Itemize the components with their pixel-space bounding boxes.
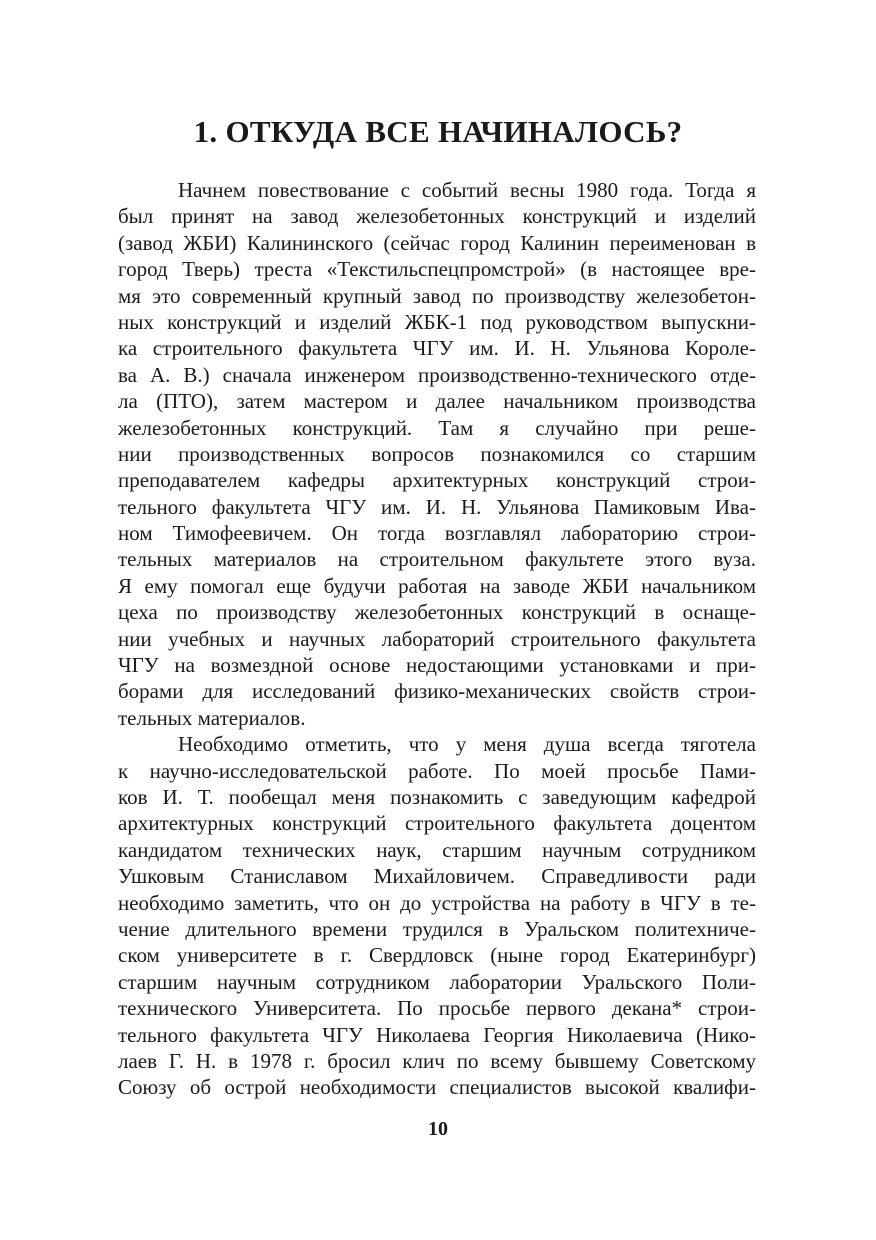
text-line: необходимо заметить, что он до устройства на работу в ЧГУ в те- — [118, 890, 756, 915]
text-line: технического Университета. По просьбе первого декана* строи- — [118, 996, 756, 1021]
text-line: тельных материалов. — [118, 705, 306, 730]
paragraph-2 — [118, 731, 756, 1100]
text-line: город Тверь) треста «Текстильспецпромстрой» (в настоящее вре- — [118, 257, 756, 282]
text-line: тельного факультета ЧГУ Николаева Георгия Николаевича (Нико- — [118, 1022, 756, 1047]
text-line: железобетонных конструкций. Там я случайно при реше- — [118, 415, 756, 440]
text-line: был принят на завод железобетонных конструкций и изделий — [118, 204, 756, 229]
text-line: мя это современный крупный завод по производству железобетон- — [118, 283, 756, 308]
text-line: ных конструкций и изделий ЖБК-1 под руководством выпускни- — [118, 309, 756, 334]
text-line: ков И. Т. пообещал меня познакомить с заведующим кафедрой — [118, 784, 756, 809]
body-text — [118, 177, 756, 1101]
text-line: ЧГУ на возмездной основе недостающими установками и при- — [118, 653, 756, 678]
text-line: (завод ЖБИ) Калининского (сейчас город Калинин переименован в — [118, 230, 756, 255]
text-line: старшим научным сотрудником лаборатории Уральского Поли- — [118, 969, 756, 994]
text-line: ла (ПТО), затем мастером и далее начальником производства — [118, 389, 756, 414]
text-line: преподавателем кафедры архитектурных конструкций строи- — [118, 468, 756, 493]
text-line: Я ему помогал еще будучи работая на заводе ЖБИ начальником — [118, 573, 756, 598]
text-line: борами для исследований физико-механических свойств строи- — [118, 679, 756, 704]
text-line: Союзу об острой необходимости специалистов высокой квалифи- — [118, 1075, 756, 1100]
text-line: тельных материалов на строительном факультете этого вуза. — [118, 547, 756, 572]
text-line: Ушковым Станиславом Михайловичем. Справедливости ради — [118, 864, 756, 889]
page-number: 10 — [428, 1118, 448, 1140]
text-line: к научно-исследовательской работе. По моей просьбе Пами- — [118, 758, 756, 783]
text-line: ва А. В.) сначала инженером производственно-технического отде- — [118, 362, 756, 387]
text-line: Начнем повествование с событий весны 1980 года. Тогда я — [178, 178, 756, 202]
text-line: Необходимо отметить, что у меня душа всегда тяготела — [178, 732, 756, 757]
text-line: кандидатом технических наук, старшим научным сотрудником — [118, 837, 756, 862]
text-line: тельного факультета ЧГУ им. И. Н. Ульянова Памиковым Ива- — [118, 494, 756, 519]
chapter-title: 1. ОТКУДА ВСЕ НАЧИНАЛОСЬ? — [193, 114, 683, 149]
text-line: ном Тимофеевичем. Он тогда возглавлял лабораторию строи- — [118, 521, 756, 546]
text-line: архитектурных конструкций строительного факультета доцентом — [118, 811, 756, 836]
text-line: чение длительного времени трудился в Уральском политехниче- — [118, 916, 756, 941]
text-line: ском университете в г. Свердловск (ныне город Екатеринбург) — [118, 943, 756, 968]
text-line: лаев Г. Н. в 1978 г. бросил клич по всему бывшему Советскому — [118, 1048, 756, 1073]
text-line: нии учебных и научных лабораторий строительного факультета — [118, 626, 756, 651]
text-line: нии производственных вопросов познакомился со старшим — [118, 441, 756, 466]
text-line: ка строительного факультета ЧГУ им. И. Н. Ульянова Короле- — [118, 336, 756, 361]
text-line: цеха по производству железобетонных конструкций в оснаще- — [118, 600, 756, 625]
paragraph-1 — [118, 177, 756, 731]
